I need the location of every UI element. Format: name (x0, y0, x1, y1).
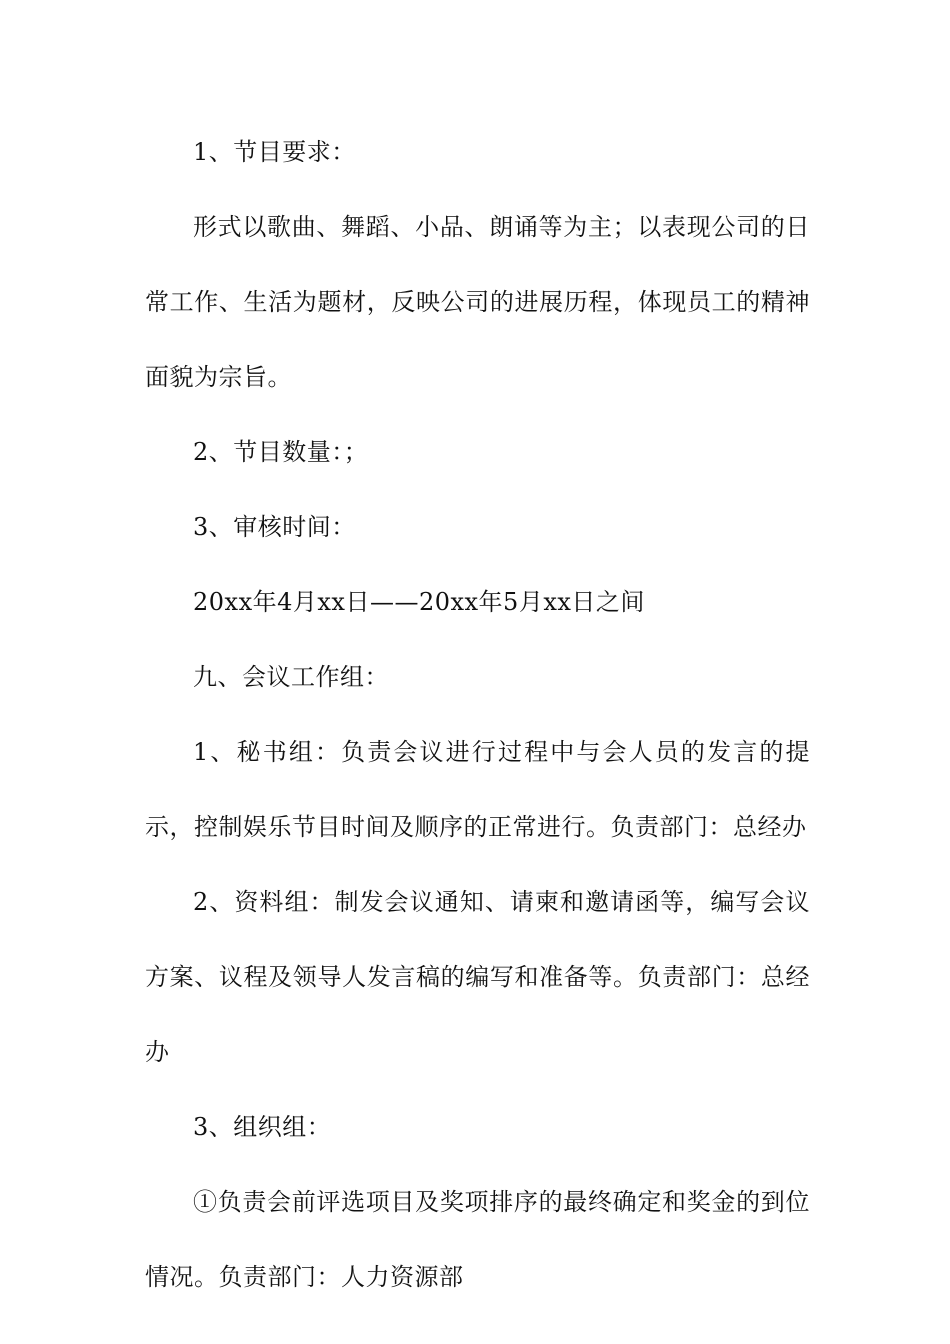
section-heading-meeting-workgroups: 九、会议工作组： (193, 663, 389, 691)
paragraph-review-time-range: 20xx年4月xx日——20xx年5月xx日之间 (193, 588, 645, 616)
paragraph-program-requirements-heading: 1、节目要求： (193, 138, 356, 166)
paragraph-organization-group-item-1: ①负责会前评选项目及奖项排序的最终确定和奖金的到位情况。负责部门：人力资源部 (145, 1188, 810, 1291)
paragraph-secretary-group: 1、秘书组：负责会议进行过程中与会人员的发言的提示，控制娱乐节目时间及顺序的正常进行。负责部门：总经办 (145, 738, 810, 841)
paragraph-review-time-heading: 3、审核时间： (193, 513, 356, 541)
document-body (145, 115, 810, 1315)
paragraph-program-requirements-body: 形式以歌曲、舞蹈、小品、朗诵等为主；以表现公司的日常工作、生活为题材，反映公司的进展历程，体现员工的精神面貌为宗旨。 (145, 213, 810, 391)
paragraph-program-count: 2、节目数量：； (193, 438, 369, 466)
paragraph-organization-group-heading: 3、组织组： (193, 1113, 332, 1141)
paragraph-materials-group: 2、资料组：制发会议通知、请柬和邀请函等，编写会议方案、议程及领导人发言稿的编写和准备等。负责部门：总经办 (145, 888, 810, 1066)
